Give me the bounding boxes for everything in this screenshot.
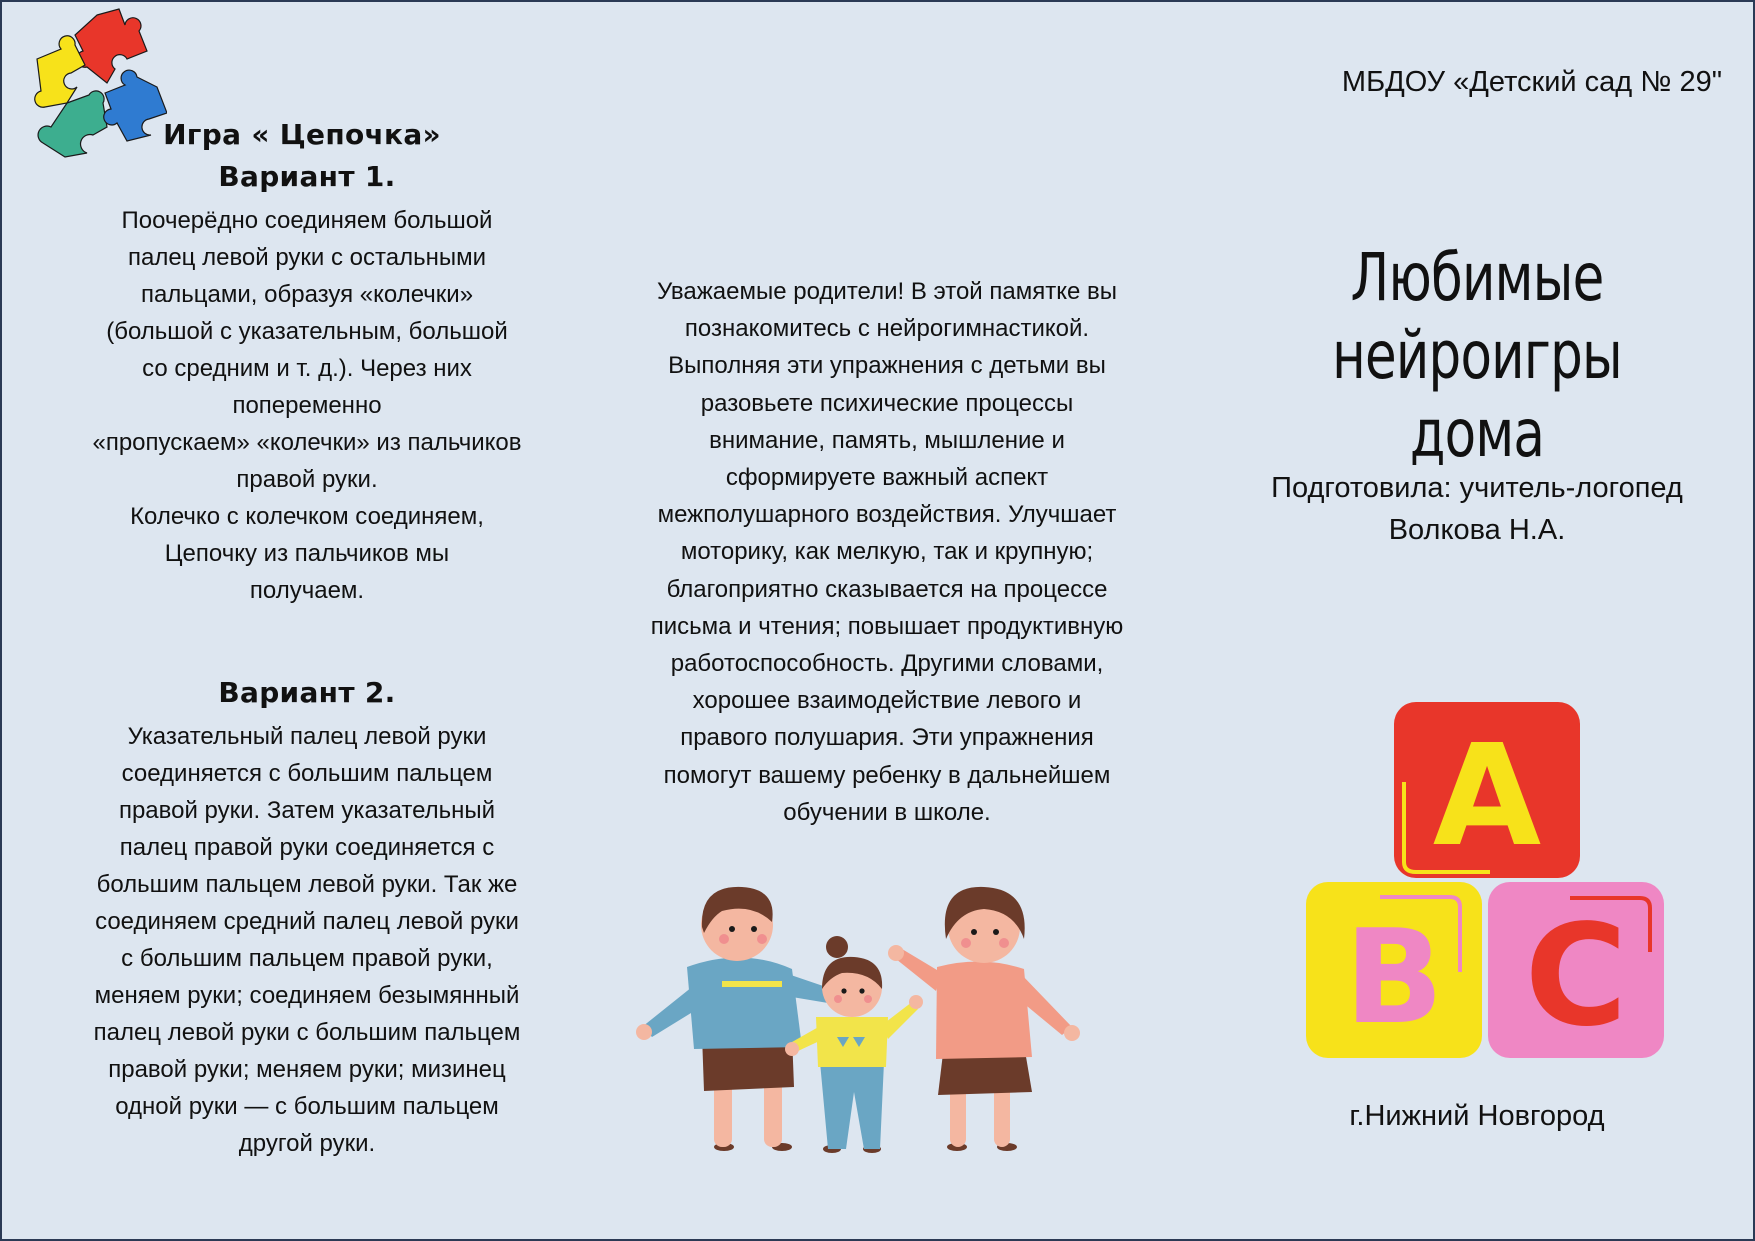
text-line: Поочерёдно соединяем большой [121,207,493,234]
text-line: палец левой руки с большим пальцем [93,1019,521,1046]
city-name: г.Нижний Новгород [1349,1100,1605,1132]
text-line: внимание, память, мышление и [709,426,1065,454]
text-line: сформируете важный аспект [725,464,1049,492]
text-line: палец левой руки с остальными [127,244,487,271]
title-line-1: Любимые [1350,239,1604,316]
text-line: правой руки. Затем указательный [118,797,496,824]
block-a-letter: A [1432,715,1542,878]
text-line: благоприятно сказывается на процессе [666,575,1108,603]
abc-blocks-icon [1300,702,1670,1062]
organization-name: МБДОУ «Детский сад № 29" [1341,66,1722,98]
text-line: Уважаемые родители! В этой памятке вы [657,278,1117,305]
text-line: меняем руки; соединяем безымянный [94,982,520,1009]
little-girl-figure [785,936,923,1153]
text-line: другой руки. [238,1130,376,1157]
children-illustration [632,877,1122,1157]
game-title: Игра « Цепочка» [163,118,441,151]
text-line: познакомитесь с нейрогимнастикой. [684,315,1090,343]
variant1-title: Вариант 1. [218,160,396,193]
text-line: разовьете психические процессы [700,389,1074,417]
text-line: получаем. [249,577,365,604]
text-line: с большим пальцем правой руки, [121,945,493,972]
author-name: Волкова Н.А. [1388,514,1566,546]
text-line: работоспособность. Другими словами, [670,650,1104,678]
text-line: со средним и т. д.). Через них [142,355,472,382]
text-line: помогут вашему ребенку в дальнейшем [663,761,1111,789]
block-b [1306,882,1482,1058]
text-line: одной руки — с большим пальцем [115,1093,499,1120]
block-c-letter: C [1524,895,1628,1058]
title-line-2: нейроигры дома [1332,317,1622,472]
brochure-title [1274,239,1680,473]
text-line: попеременно [232,392,382,419]
text-line: письма и чтения; повышает продуктивную [650,612,1124,640]
text-line: правой руки. [236,466,378,493]
variant2-text [47,718,567,1162]
boy-figure [636,887,844,1151]
text-line: Колечко с колечком соединяем, [130,503,484,530]
text-line: палец правой руки соединяется с [119,834,495,861]
text-line: правой руки; меняем руки; мизинец [108,1056,506,1083]
parents-intro-text [592,273,1182,831]
variant2-title: Вариант 2. [218,676,396,709]
text-line: (большой с указательным, большой [106,318,508,345]
text-line: хорошее взаимодействие левого и [692,687,1082,715]
text-line: соединяется с большим пальцем [121,760,493,787]
text-line: межполушарного воздействия. Улучшает [657,501,1117,529]
text-line: моторику, как мелкую, так и крупную; [680,538,1094,566]
text-line: Указательный палец левой руки [127,723,487,750]
variant1-text [47,202,567,609]
text-line: соединяем средний палец левой руки [95,908,519,935]
text-line: Цепочку из пальчиков мы [164,540,450,567]
text-line: обучении в школе. [783,798,991,826]
block-b-letter: B [1344,901,1444,1053]
block-a [1394,702,1580,878]
puzzle-pieces-icon [27,7,167,167]
older-girl-figure [888,887,1080,1151]
block-c [1488,882,1664,1058]
author-credit [1217,467,1737,551]
text-line: правого полушария. Эти упражнения [680,724,1094,752]
text-line: «пропускаем» «колечки» из пальчиков [92,429,522,456]
text-line: Выполняя эти упражнения с детьми вы [668,352,1106,380]
text-line: большим пальцем левой руки. Так же [96,871,518,898]
text-line: пальцами, образуя «колечки» [140,281,474,308]
author-role: Подготовила: учитель-логопед [1271,472,1683,504]
